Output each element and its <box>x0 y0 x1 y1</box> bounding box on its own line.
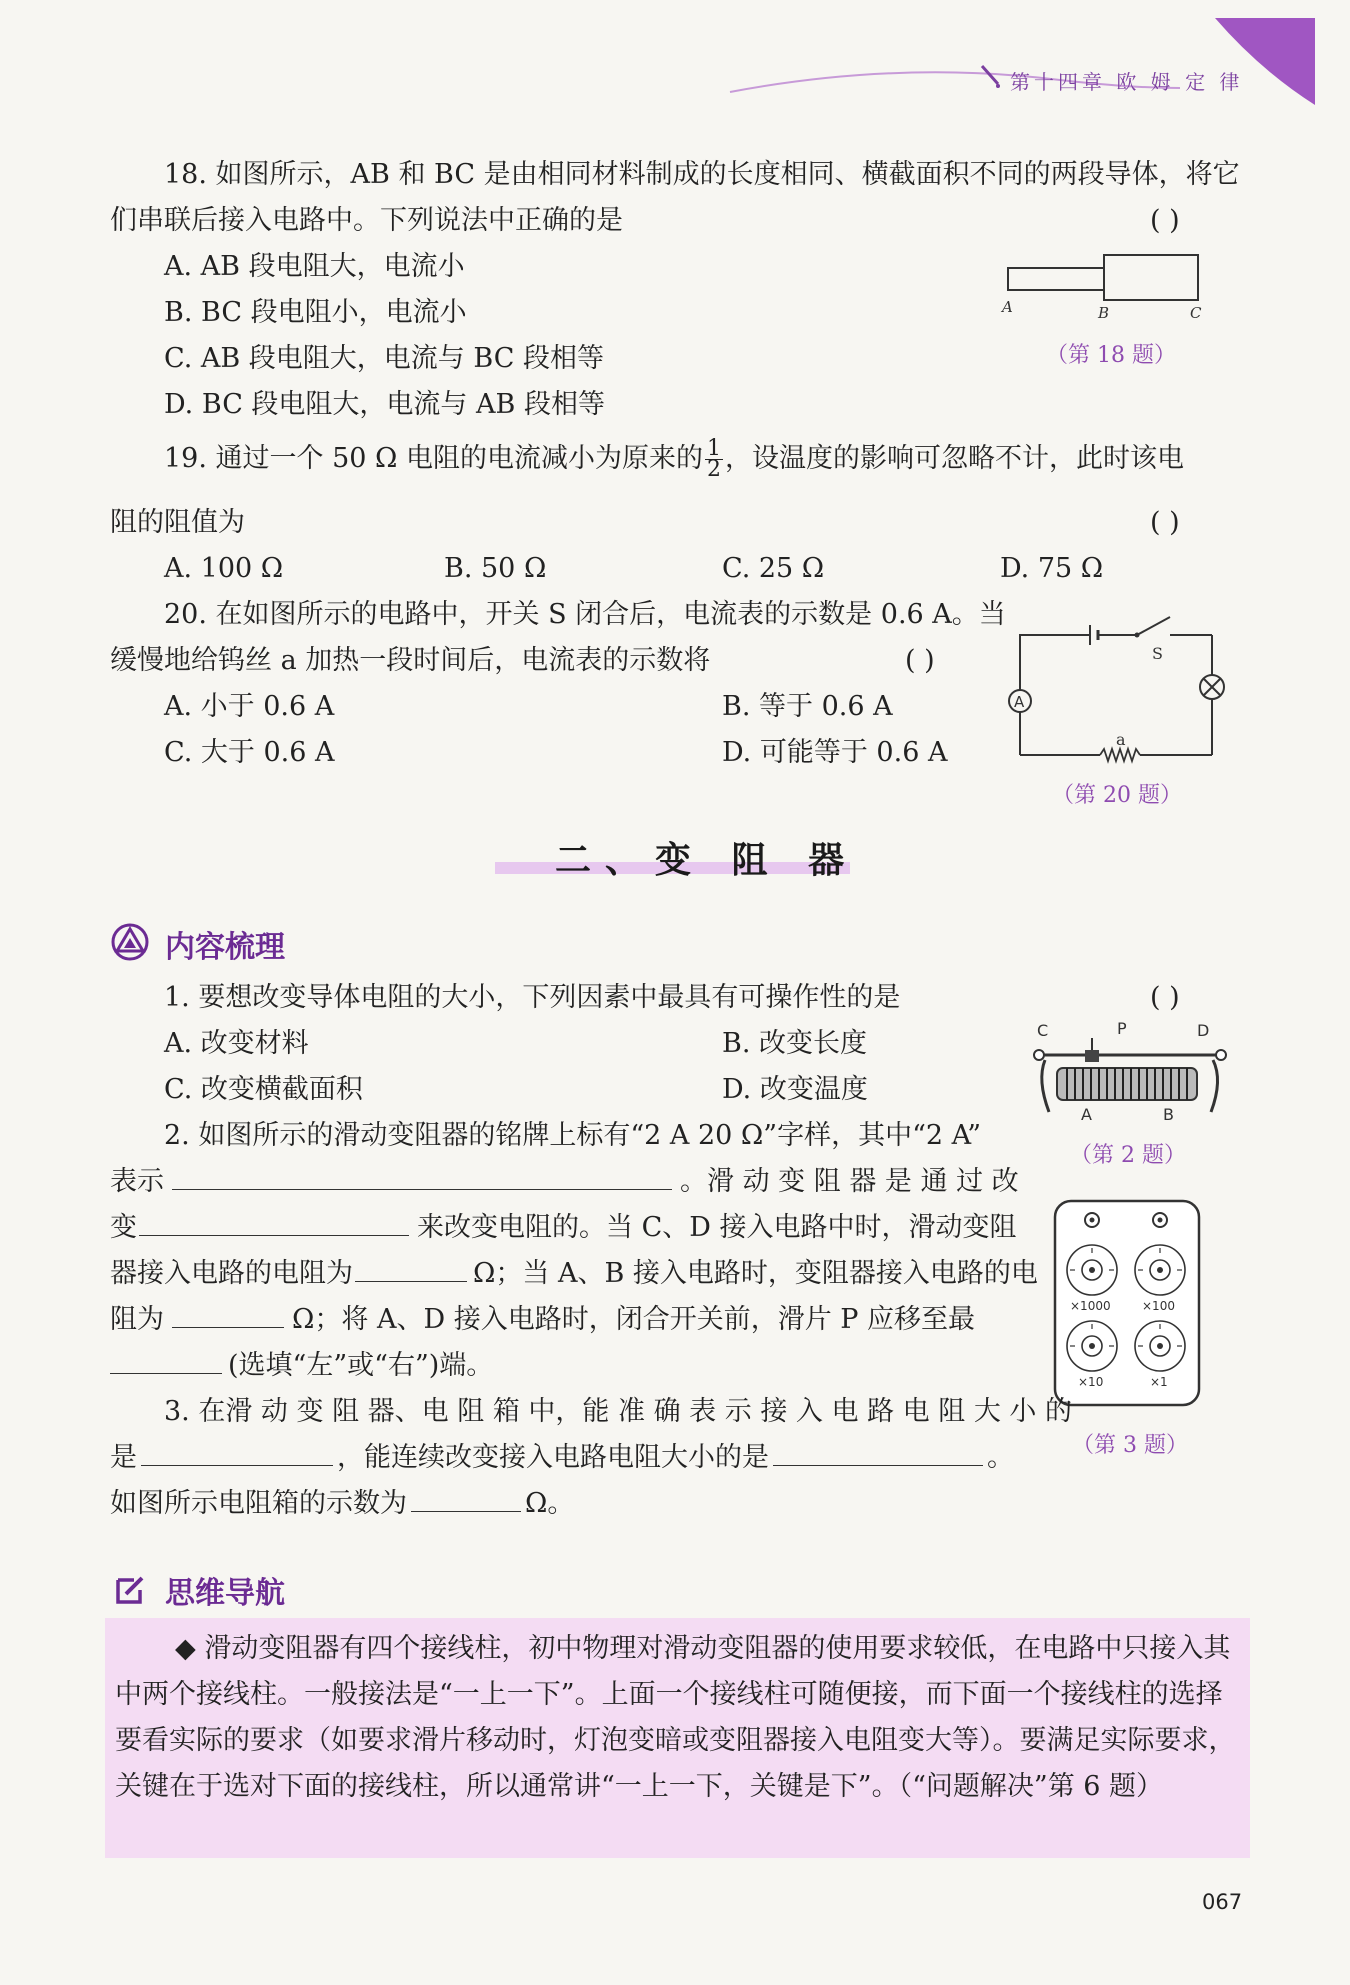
guide-box <box>105 1618 1250 1858</box>
rheostat-figure <box>1025 1020 1235 1130</box>
c-q3-line3 <box>110 1481 574 1527</box>
resbox-label-10: ×10 <box>1078 1375 1104 1389</box>
section-title: 二、变 阻 器 <box>555 840 859 881</box>
rheostat-label-c: C <box>1037 1021 1049 1040</box>
triangle-icon <box>110 922 150 962</box>
rheostat-label-d: D <box>1197 1021 1210 1040</box>
q18-conductor-figure <box>1000 250 1220 330</box>
edit-icon <box>112 1572 148 1608</box>
header-decoration <box>0 0 1350 120</box>
fraction-numerator: 1 <box>707 436 722 461</box>
c-q2-line3-post: 来改变电阻的。当 C、D 接入电路中时，滑动变阻 <box>417 1212 1017 1243</box>
q20-circuit-figure <box>1000 605 1240 765</box>
q18-label-c: C <box>1190 304 1202 322</box>
q20-line1: 20. 在如图所示的电路中，开关 S 闭合后，电流表的示数是 0.6 A。当 <box>164 599 1006 630</box>
q18-option-b: B. BC 段电阻小，电流小 <box>164 297 467 328</box>
q18-line2: 们串联后接入电路中。下列说法中正确的是 <box>110 205 623 236</box>
rheostat-caption: （第 2 题） <box>1070 1143 1186 1168</box>
q19-option-d: D. 75 Ω <box>1000 553 1104 584</box>
c-q3-line2-post: 。 <box>987 1442 1014 1473</box>
q20-line2: 缓慢地给钨丝 a 加热一段时间后，电流表的示数将 <box>110 645 711 676</box>
content-heading: 内容梳理 <box>165 930 285 965</box>
q18-option-a: A. AB 段电阻大，电流小 <box>164 251 465 282</box>
guide-text: ◆ 滑动变阻器有四个接线柱，初中物理对滑动变阻器的使用要求较低，在电路中只接入其中两个接线柱。一般接法是“一上一下”。上面一个接线柱可随便接，而下面一个接线柱的选择要看实际的要求（如要求滑片移动时，灯泡变暗或变阻器接入电阻变大等）。要满足实际要求，关键在于选对下面的接线柱，所以通常讲“一上一下，关键是下”。（“问题解决”第 6 题） <box>115 1633 1236 1802</box>
resbox-label-100: ×100 <box>1142 1299 1175 1313</box>
blank-field[interactable] <box>411 1481 521 1512</box>
chapter-title: 第十四章 欧 姆 定 律 <box>1010 70 1244 94</box>
c-q2-line6-post: (选填“左”或“右”)端。 <box>228 1350 494 1381</box>
blank-field[interactable] <box>355 1251 467 1282</box>
q18-option-c: C. AB 段电阻大，电流与 BC 段相等 <box>164 343 604 374</box>
c-q3-line2-pre: 是 <box>110 1442 137 1473</box>
q20-ammeter-label: A <box>1014 693 1025 711</box>
c-q2-line2 <box>110 1159 1019 1205</box>
q19-line2: 阻的阻值为 <box>110 507 245 538</box>
c-q1-paren: ( ) <box>1150 982 1180 1013</box>
c-q3-line3-pre: 如图所示电阻箱的示数为 <box>110 1488 407 1519</box>
c-q2-line4-post: Ω；当 A、B 接入电路时，变阻器接入电路的电 <box>473 1258 1038 1289</box>
q18-paren: ( ) <box>1150 205 1180 236</box>
c-q1-line: 1. 要想改变导体电阻的大小，下列因素中最具有可操作性的是 <box>164 982 901 1013</box>
q19-paren: ( ) <box>1150 507 1180 538</box>
guide-heading: 思维导航 <box>165 1576 285 1611</box>
resbox-caption: （第 3 题） <box>1072 1433 1188 1458</box>
q18-caption: （第 18 题） <box>1046 343 1176 368</box>
c-q2-line2-pre: 表示 <box>110 1166 164 1197</box>
c-q2-line5 <box>110 1297 975 1343</box>
q18-line1: 18. 如图所示，AB 和 BC 是由相同材料制成的长度相同、横截面积不同的两段导体，将它 <box>164 159 1240 190</box>
c-q3-line3-post: Ω。 <box>525 1488 575 1519</box>
c-q2-line4 <box>110 1251 1038 1297</box>
rheostat-label-p: P <box>1117 1020 1127 1038</box>
q20-option-a: A. 小于 0.6 A <box>164 691 335 722</box>
blank-field[interactable] <box>172 1159 672 1190</box>
c-q2-line5-post: Ω；将 A、D 接入电路时，闭合开关前，滑片 P 应移至最 <box>292 1304 976 1335</box>
resbox-label-1: ×1 <box>1150 1375 1168 1389</box>
c-q2-line2-post: 。滑 动 变 阻 器 是 通 过 改 <box>680 1166 1019 1197</box>
c-q1-option-a: A. 改变材料 <box>164 1028 309 1059</box>
q20-switch-label: S <box>1152 644 1163 663</box>
resbox-label-1000: ×1000 <box>1070 1299 1111 1313</box>
q19-line1-post: ，设温度的影响可忽略不计，此时该电 <box>725 443 1185 474</box>
c-q2-line3 <box>110 1205 1016 1251</box>
q20-option-c: C. 大于 0.6 A <box>164 737 335 768</box>
c-q2-line5-pre: 阻为 <box>110 1304 164 1335</box>
fraction <box>705 436 723 482</box>
rheostat-label-a: A <box>1081 1105 1092 1124</box>
q20-wire-label: a <box>1116 730 1126 749</box>
fraction-denominator: 2 <box>707 457 722 482</box>
q19-line1-pre: 19. 通过一个 50 Ω 电阻的电流减小为原来的 <box>164 443 704 474</box>
c-q2-line4-pre: 器接入电路的电阻为 <box>110 1258 353 1289</box>
c-q3-line1: 3. 在滑 动 变 阻 器、电 阻 箱 中，能 准 确 表 示 接 入 电 路 电 阻 大 小 的 <box>164 1396 1072 1427</box>
c-q1-option-d: D. 改变温度 <box>722 1074 868 1105</box>
q18-option-d: D. BC 段电阻大，电流与 AB 段相等 <box>164 389 605 420</box>
q18-label-a: A <box>1002 298 1013 316</box>
q19-option-c: C. 25 Ω <box>722 553 825 584</box>
q20-paren: ( ) <box>905 645 935 676</box>
q20-option-d: D. 可能等于 0.6 A <box>722 737 948 768</box>
c-q3-line2-mid: ，能连续改变接入电路电阻大小的是 <box>337 1442 769 1473</box>
blank-field[interactable] <box>172 1297 284 1328</box>
c-q3-line2 <box>110 1435 1014 1481</box>
c-q2-line1: 2. 如图所示的滑动变阻器的铭牌上标有“2 A 20 Ω”字样，其中“2 A” <box>164 1120 982 1151</box>
blank-field[interactable] <box>141 1435 333 1466</box>
rheostat-label-b: B <box>1163 1105 1174 1124</box>
q19-option-a: A. 100 Ω <box>164 553 284 584</box>
q19-option-b: B. 50 Ω <box>444 553 547 584</box>
q18-label-b: B <box>1098 304 1110 322</box>
q20-option-b: B. 等于 0.6 A <box>722 691 893 722</box>
q19-line1 <box>164 436 1184 482</box>
blank-field[interactable] <box>110 1343 222 1374</box>
c-q1-option-b: B. 改变长度 <box>722 1028 868 1059</box>
c-q1-option-c: C. 改变横截面积 <box>164 1074 363 1105</box>
c-q2-line6 <box>110 1343 493 1389</box>
page-number: 067 <box>1202 1890 1243 1914</box>
resistance-box-figure <box>1052 1198 1202 1408</box>
q20-caption: （第 20 题） <box>1052 783 1182 808</box>
blank-field[interactable] <box>139 1205 409 1236</box>
c-q2-line3-pre: 变 <box>110 1212 137 1243</box>
blank-field[interactable] <box>773 1435 983 1466</box>
